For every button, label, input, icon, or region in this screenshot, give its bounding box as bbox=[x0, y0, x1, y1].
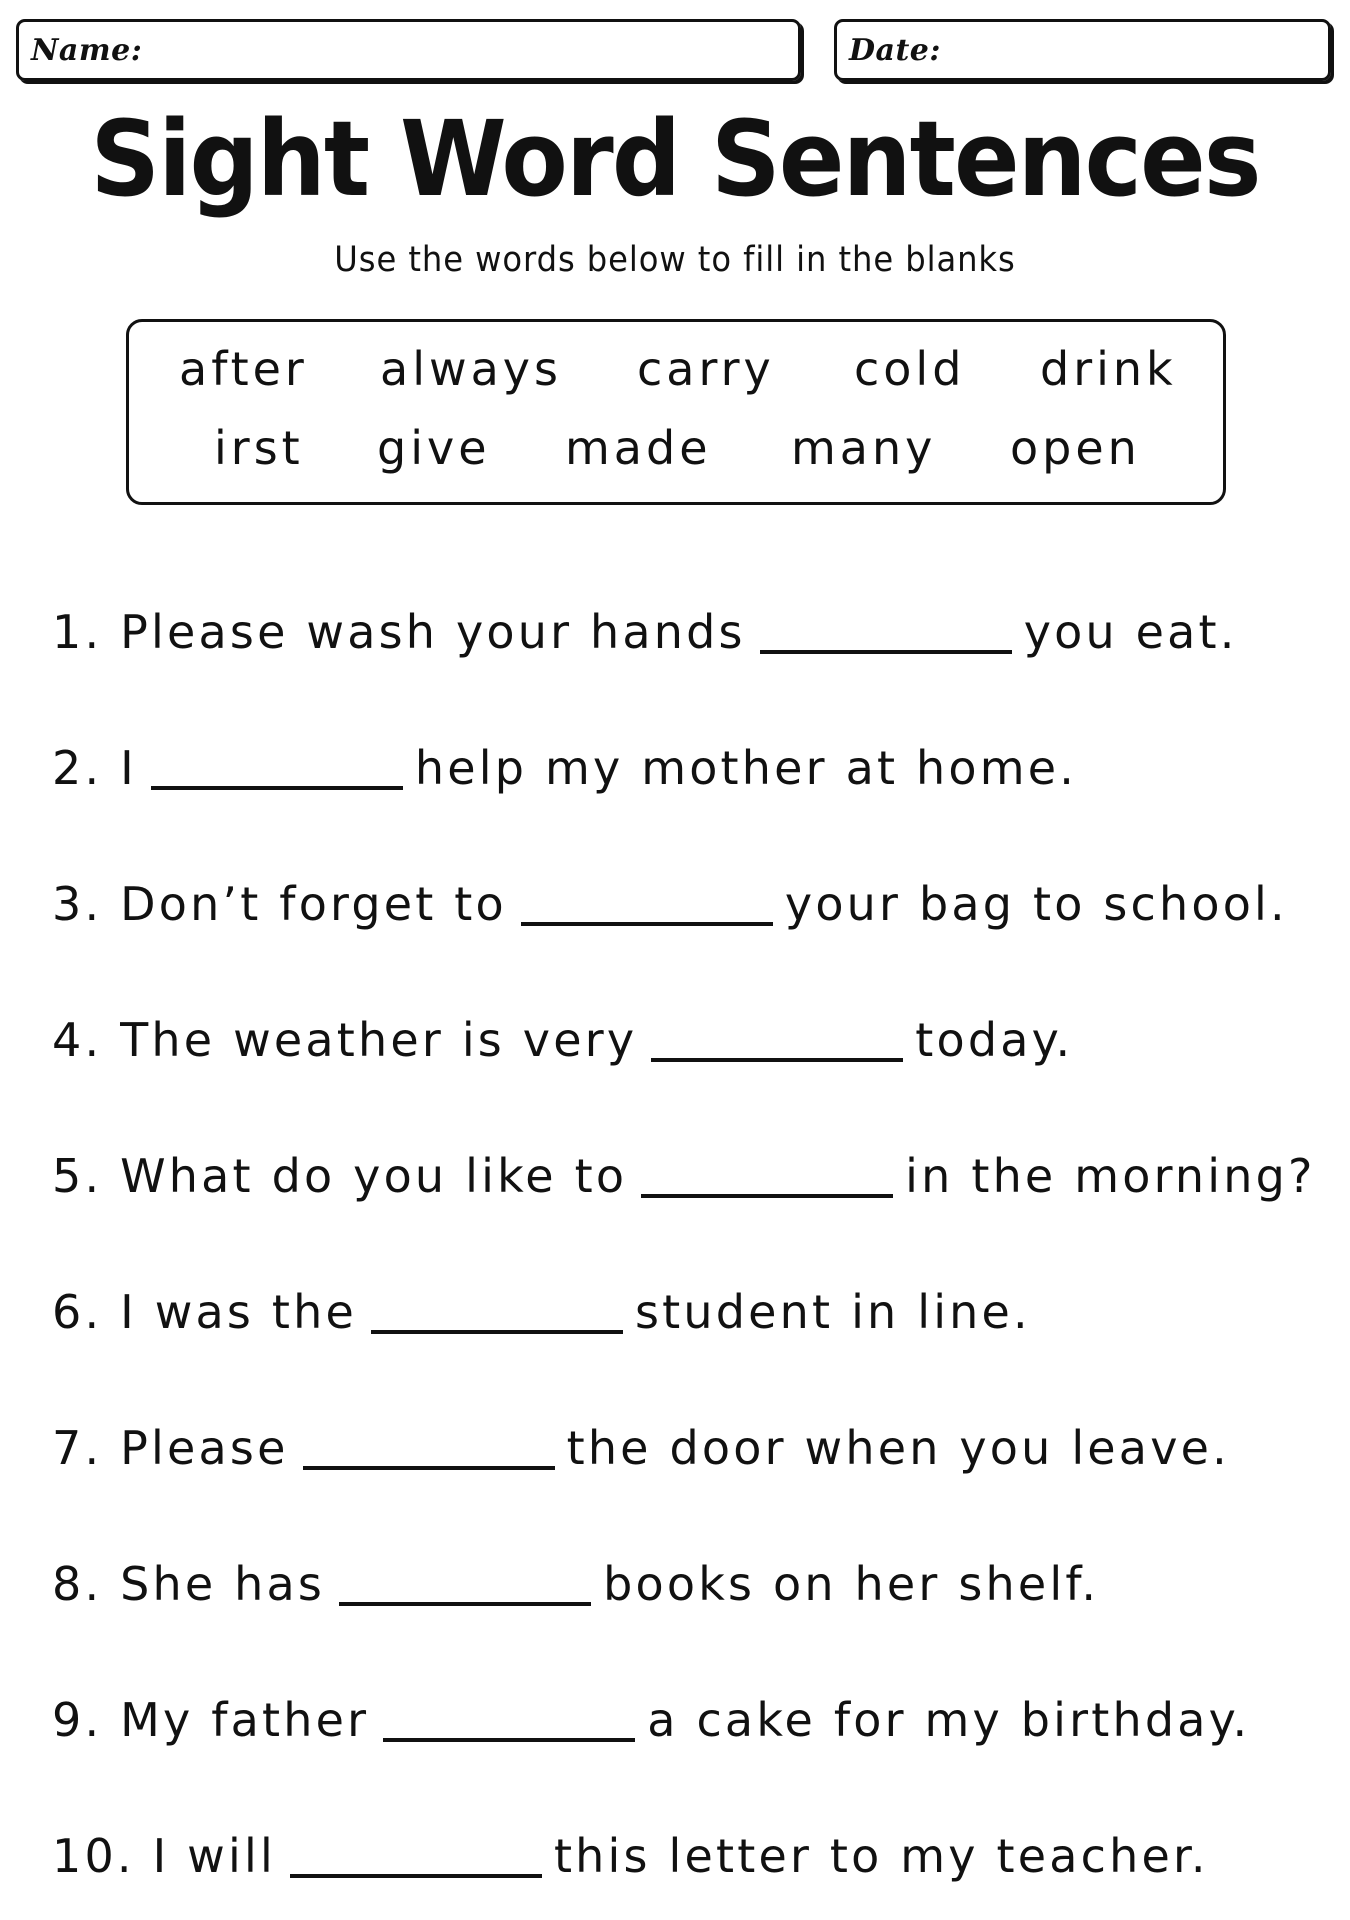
sentence-item bbox=[52, 876, 1288, 931]
word-bank-word: many bbox=[791, 421, 937, 475]
word-bank-word: after bbox=[179, 342, 308, 396]
sentence-text: 5. What do you like to bbox=[52, 1149, 628, 1203]
sentence-text: you eat. bbox=[1023, 605, 1238, 659]
word-bank-row bbox=[129, 342, 1223, 402]
date-field[interactable] bbox=[834, 19, 1331, 81]
answer-blank[interactable] bbox=[383, 1698, 635, 1742]
name-field[interactable] bbox=[16, 19, 801, 81]
sentence-text: 6. I was the bbox=[52, 1285, 357, 1339]
sentence-item bbox=[52, 1012, 1074, 1067]
word-bank-word: always bbox=[380, 342, 562, 396]
sentence-text: 2. I bbox=[52, 741, 137, 795]
sentence-item bbox=[52, 1692, 1251, 1747]
page-title: Sight Word Sentences bbox=[90, 98, 1260, 220]
answer-blank[interactable] bbox=[151, 746, 403, 790]
sentence-item bbox=[52, 740, 1078, 795]
sentence-text: 10. I will bbox=[52, 1829, 276, 1883]
date-label: Date: bbox=[849, 32, 941, 68]
answer-blank[interactable] bbox=[651, 1018, 903, 1062]
answer-blank[interactable] bbox=[521, 882, 773, 926]
word-bank-word: drink bbox=[1040, 342, 1177, 396]
sentence-text: books on her shelf. bbox=[603, 1557, 1100, 1611]
word-bank-word: irst bbox=[214, 421, 304, 475]
sentence-item bbox=[52, 604, 1238, 659]
instructions: Use the words below to fill in the blanks bbox=[334, 240, 1016, 280]
sentence-text: student in line. bbox=[635, 1285, 1031, 1339]
sentence-item bbox=[52, 1284, 1031, 1339]
answer-blank[interactable] bbox=[339, 1562, 591, 1606]
sentence-text: your bag to school. bbox=[784, 877, 1288, 931]
word-bank-word: open bbox=[1010, 421, 1141, 475]
answer-blank[interactable] bbox=[641, 1154, 893, 1198]
word-bank-word: give bbox=[377, 421, 491, 475]
sentence-text: 4. The weather is very bbox=[52, 1013, 638, 1067]
sentence-text: 8. She has bbox=[52, 1557, 326, 1611]
sentence-item bbox=[52, 1148, 1316, 1203]
sentence-text: 9. My father bbox=[52, 1693, 370, 1747]
sentence-text: 3. Don’t forget to bbox=[52, 877, 507, 931]
answer-blank[interactable] bbox=[290, 1834, 542, 1878]
word-bank-word: made bbox=[565, 421, 712, 475]
sentence-item bbox=[52, 1828, 1209, 1883]
sentence-item bbox=[52, 1556, 1100, 1611]
answer-blank[interactable] bbox=[371, 1290, 623, 1334]
sentence-text: in the morning? bbox=[905, 1149, 1316, 1203]
answer-blank[interactable] bbox=[303, 1426, 555, 1470]
sentence-text: 1. Please wash your hands bbox=[52, 605, 746, 659]
sentence-text: the door when you leave. bbox=[566, 1421, 1230, 1475]
sentence-text: 7. Please bbox=[52, 1421, 289, 1475]
sentence-text: help my mother at home. bbox=[414, 741, 1078, 795]
answer-blank[interactable] bbox=[760, 610, 1012, 654]
word-bank-word: cold bbox=[854, 342, 966, 396]
word-bank-row bbox=[129, 421, 1223, 481]
sentence-text: today. bbox=[915, 1013, 1074, 1067]
sentence-text: a cake for my birthday. bbox=[647, 1693, 1251, 1747]
sentence-text: this letter to my teacher. bbox=[553, 1829, 1209, 1883]
sentence-item bbox=[52, 1420, 1230, 1475]
word-bank-word: carry bbox=[637, 342, 775, 396]
word-bank bbox=[126, 319, 1226, 505]
name-label: Name: bbox=[31, 32, 143, 68]
